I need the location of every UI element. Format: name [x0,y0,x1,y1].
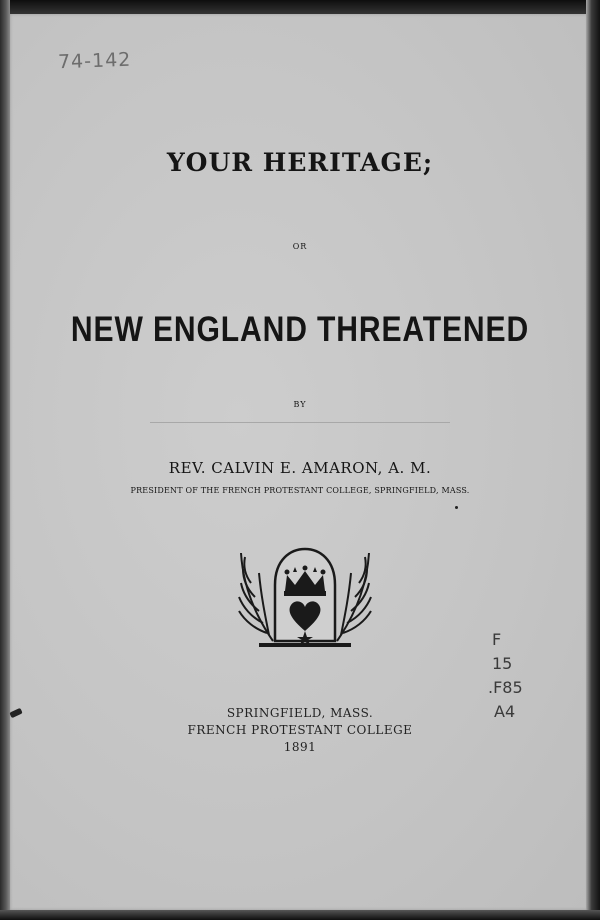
call-number-line: 15 [492,654,513,673]
call-number-line: A4 [494,702,516,721]
author-name: REV. CALVIN E. AMARON, A. M. [168,459,432,477]
scan-bottom-edge [0,910,600,920]
ink-speck [455,506,458,509]
book-subtitle: NEW ENGLAND THREATENED [70,310,530,349]
by-line: BY [293,400,307,409]
book-title: YOUR HERITAGE; [166,148,434,177]
imprint-publisher: FRENCH PROTESTANT COLLEGE [187,723,413,737]
author-position: PRESIDENT OF THE FRENCH PROTESTANT COLLEGE, SPRINGFIELD, MASS. [130,486,470,495]
crown-heart-palm-emblem [235,545,375,655]
imprint-year: 1891 [283,740,317,754]
pencil-accession-note: 74-142 [57,48,132,74]
faint-rule [150,422,450,423]
imprint-place: SPRINGFIELD, MASS. [226,706,374,720]
pencil-call-number [488,628,568,724]
call-number-line: F [492,630,502,649]
title-conjunction: OR [292,242,308,251]
call-number-line: .F85 [488,678,523,697]
